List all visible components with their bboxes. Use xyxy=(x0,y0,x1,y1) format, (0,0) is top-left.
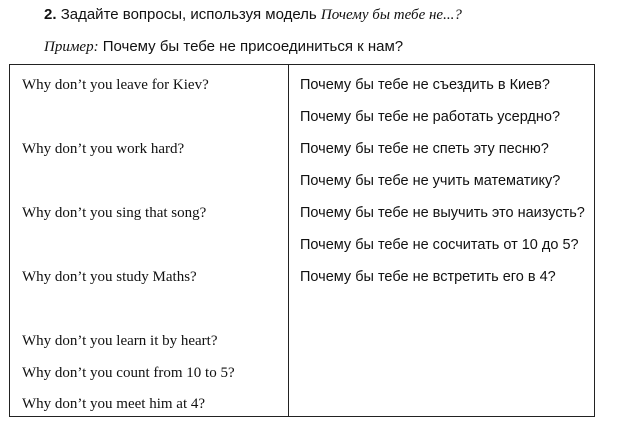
example-line xyxy=(44,38,403,56)
english-sentence: Why don’t you leave for Kiev? xyxy=(22,77,209,93)
task-number: 2. xyxy=(44,6,57,23)
russian-sentence: Почему бы тебе не учить математику? xyxy=(300,173,561,189)
english-sentence: Why don’t you meet him at 4? xyxy=(22,396,206,412)
russian-sentence: Почему бы тебе не съездить в Киев? xyxy=(300,77,550,93)
task-instruction: Задайте вопросы, используя модель xyxy=(60,6,317,23)
russian-sentence: Почему бы тебе не спеть эту песню? xyxy=(300,141,549,157)
russian-sentence: Почему бы тебе не встретить его в 4? xyxy=(300,269,556,285)
russian-sentence: Почему бы тебе не сосчитать от 10 до 5? xyxy=(300,237,579,253)
example-label: Пример: xyxy=(44,39,99,55)
english-sentence: Why don’t you sing that song? xyxy=(22,205,207,221)
example-text: Почему бы тебе не присоединиться к нам? xyxy=(102,38,404,55)
english-sentence: Why don’t you study Maths? xyxy=(22,269,197,285)
exercise-table xyxy=(9,64,595,417)
russian-sentence: Почему бы тебе не работать усердно? xyxy=(300,109,561,125)
task-model: Почему бы тебе не...? xyxy=(320,7,462,23)
column-divider xyxy=(288,65,289,416)
english-sentence: Why don’t you count from 10 to 5? xyxy=(22,365,235,381)
task-heading xyxy=(44,6,462,24)
english-sentence: Why don’t you learn it by heart? xyxy=(22,333,218,349)
russian-sentence: Почему бы тебе не выучить это наизусть? xyxy=(300,205,585,221)
english-sentence: Why don’t you work hard? xyxy=(22,141,185,157)
